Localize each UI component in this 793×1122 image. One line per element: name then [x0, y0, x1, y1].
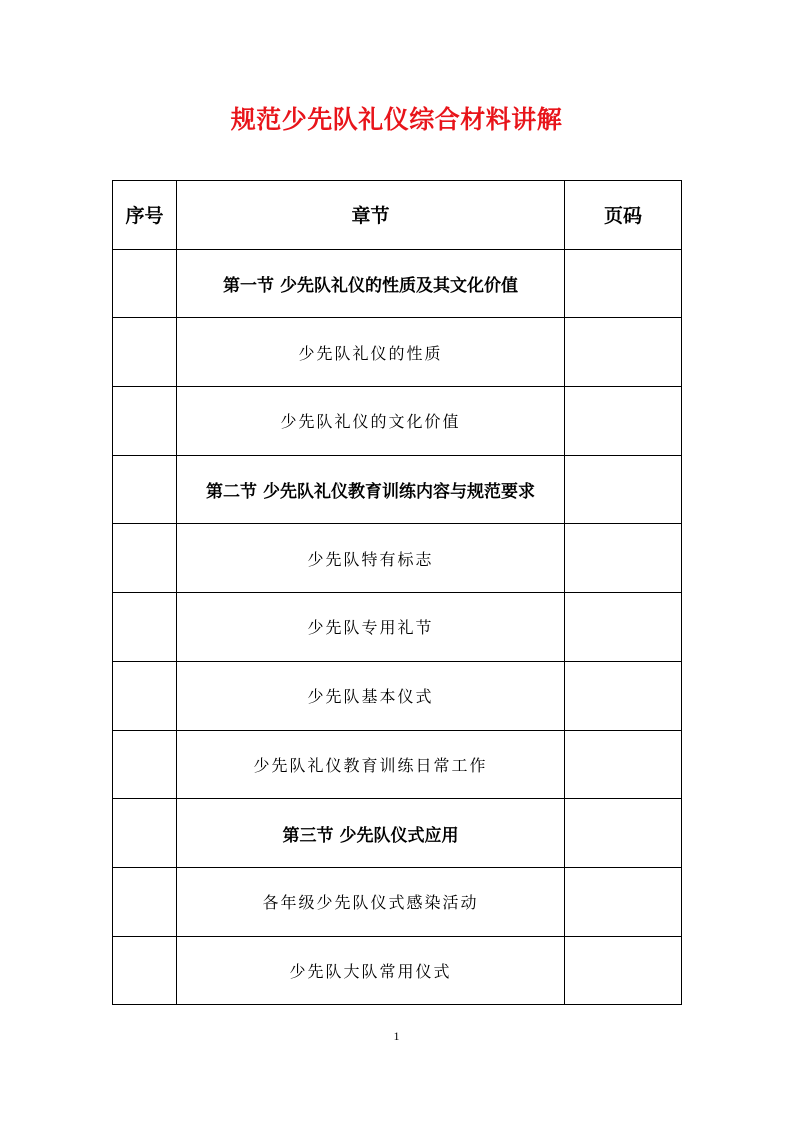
cell-chapter: 少先队专用礼节	[177, 593, 565, 662]
cell-no	[113, 593, 177, 662]
cell-chapter: 少先队特有标志	[177, 524, 565, 593]
cell-no	[113, 936, 177, 1005]
table-header-row	[113, 181, 682, 250]
table-row	[113, 387, 682, 456]
cell-page	[565, 867, 682, 936]
cell-no	[113, 524, 177, 593]
cell-no	[113, 867, 177, 936]
cell-chapter: 各年级少先队仪式感染活动	[177, 867, 565, 936]
table-row	[113, 730, 682, 799]
table-row	[113, 593, 682, 662]
contents-table	[112, 180, 682, 1005]
cell-page	[565, 936, 682, 1005]
header-page: 页码	[565, 181, 682, 250]
cell-no	[113, 387, 177, 456]
cell-no	[113, 455, 177, 524]
cell-chapter: 少先队大队常用仪式	[177, 936, 565, 1005]
cell-page	[565, 524, 682, 593]
cell-no	[113, 730, 177, 799]
cell-chapter: 第三节 少先队仪式应用	[177, 799, 565, 868]
cell-page	[565, 387, 682, 456]
cell-chapter: 第一节 少先队礼仪的性质及其文化价值	[177, 249, 565, 318]
table-row	[113, 318, 682, 387]
table-row	[113, 799, 682, 868]
cell-no	[113, 249, 177, 318]
table-row	[113, 661, 682, 730]
table-row	[113, 249, 682, 318]
cell-page	[565, 730, 682, 799]
table-row	[113, 936, 682, 1005]
table-row	[113, 867, 682, 936]
table-row	[113, 524, 682, 593]
cell-no	[113, 799, 177, 868]
cell-chapter: 少先队基本仪式	[177, 661, 565, 730]
cell-no	[113, 661, 177, 730]
header-chapter: 章节	[177, 181, 565, 250]
cell-page	[565, 661, 682, 730]
cell-page	[565, 799, 682, 868]
cell-page	[565, 249, 682, 318]
table-row	[113, 455, 682, 524]
page-number: 1	[393, 1029, 400, 1043]
cell-chapter: 少先队礼仪教育训练日常工作	[177, 730, 565, 799]
cell-page	[565, 318, 682, 387]
cell-page	[565, 593, 682, 662]
cell-chapter: 少先队礼仪的文化价值	[177, 387, 565, 456]
header-number: 序号	[113, 181, 177, 250]
cell-chapter: 第二节 少先队礼仪教育训练内容与规范要求	[177, 455, 565, 524]
cell-page	[565, 455, 682, 524]
cell-no	[113, 318, 177, 387]
document-title: 规范少先队礼仪综合材料讲解	[230, 105, 563, 134]
cell-chapter: 少先队礼仪的性质	[177, 318, 565, 387]
